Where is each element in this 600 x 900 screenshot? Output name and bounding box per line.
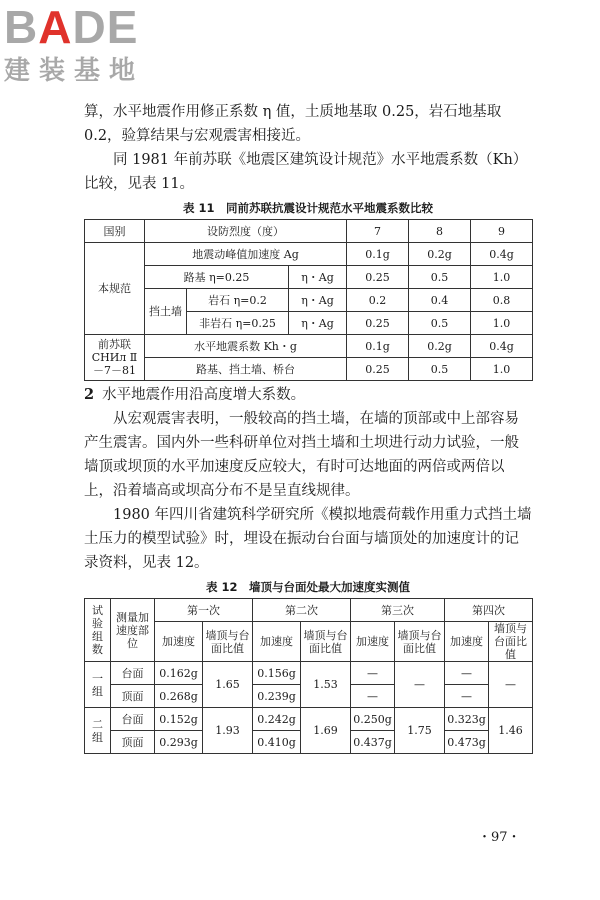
table-cell: 0.473g xyxy=(445,731,489,754)
table-cell: 前苏联 СНИл Ⅱ－7－81 xyxy=(85,335,145,381)
table-header: 墙顶与台面比值 xyxy=(489,622,533,662)
table-header: 国别 xyxy=(85,220,145,243)
table-header: 第二次 xyxy=(253,599,351,622)
table-cell: 0.8 xyxy=(471,289,533,312)
table-header: 墙顶与台面比值 xyxy=(203,622,253,662)
table-cell: 0.437g xyxy=(351,731,395,754)
table-cell: 顶面 xyxy=(111,685,155,708)
table-cell: 台面 xyxy=(111,708,155,731)
table-cell: 非岩石 η=0.25 xyxy=(187,312,289,335)
brand-logo xyxy=(4,1,184,88)
table-header: 7 xyxy=(347,220,409,243)
table-cell: — xyxy=(445,662,489,685)
table-row xyxy=(85,243,533,266)
table-header: 第一次 xyxy=(155,599,253,622)
table-cell: 地震动峰值加速度 Ag xyxy=(145,243,347,266)
table-cell: 0.5 xyxy=(409,266,471,289)
table-row xyxy=(85,335,533,358)
logo-subtitle: 建装基地 xyxy=(4,56,145,86)
paragraph-3: 从宏观震害表明，一般较高的挡土墙，在墙的顶部或中上部容易产生震害。国内外一些科研单位对挡土墙和土坝进行动力试验，一般墙顶或坝顶的水平加速度反应较大，有时可达地面的两倍或两倍以上，沿着墙高或坝高分布不是呈直线规律。 xyxy=(84,411,519,499)
table-cell: 水平地震系数 Kh・g xyxy=(145,335,347,358)
table-cell: 台面 xyxy=(111,662,155,685)
table-cell: 挡土墙 xyxy=(145,289,187,335)
table-cell: 0.5 xyxy=(409,312,471,335)
table-cell: 1.65 xyxy=(203,662,253,708)
table-cell: 0.5 xyxy=(409,358,471,381)
table-cell: 0.25 xyxy=(347,358,409,381)
table-cell: 0.2 xyxy=(347,289,409,312)
table-cell: η・Ag xyxy=(289,289,347,312)
table-header: 加速度 xyxy=(253,622,301,662)
table-header: 加速度 xyxy=(351,622,395,662)
page-body xyxy=(84,100,532,754)
table-cell: — xyxy=(489,662,533,708)
table-cell: 二组 xyxy=(85,708,111,754)
table-cell: 路基 η=0.25 xyxy=(145,266,289,289)
table-cell: 0.25 xyxy=(347,312,409,335)
table-12-caption: 表 12 墙顶与台面处最大加速度实测值 xyxy=(205,580,410,594)
table-cell: 1.0 xyxy=(471,312,533,335)
table-header: 试验组数 xyxy=(85,599,111,662)
table-cell: 0.323g xyxy=(445,708,489,731)
table-header: 9 xyxy=(471,220,533,243)
table-11 xyxy=(84,219,533,381)
table-cell: — xyxy=(351,685,395,708)
table-cell: 顶面 xyxy=(111,731,155,754)
table-cell: 岩石 η=0.2 xyxy=(187,289,289,312)
table-cell: 0.268g xyxy=(155,685,203,708)
table-cell: 1.69 xyxy=(301,708,351,754)
table-header: 8 xyxy=(409,220,471,243)
table-cell: η・Ag xyxy=(289,312,347,335)
table-cell: 1.93 xyxy=(203,708,253,754)
table-cell: 1.0 xyxy=(471,358,533,381)
table-header: 第四次 xyxy=(445,599,533,622)
table-cell: 0.4g xyxy=(471,243,533,266)
table-cell: 路基、挡土墙、桥台 xyxy=(145,358,347,381)
paragraph-2: 同 1981 年前苏联《地震区建筑设计规范》水平地震系数（Kh）比较，见表 11。 xyxy=(84,152,528,192)
page-number: ・97・ xyxy=(478,830,521,845)
table-cell: 0.2g xyxy=(409,243,471,266)
table-row xyxy=(85,358,533,381)
table-row xyxy=(85,266,533,289)
table-row xyxy=(85,220,533,243)
table-cell: 一组 xyxy=(85,662,111,708)
table-11-caption: 表 11 同前苏联抗震设计规范水平地震系数比较 xyxy=(182,201,433,215)
table-cell: 1.0 xyxy=(471,266,533,289)
table-cell: — xyxy=(395,662,445,708)
logo-wordmark: BADE xyxy=(4,1,139,53)
table-cell: 0.410g xyxy=(253,731,301,754)
table-cell: 0.250g xyxy=(351,708,395,731)
table-header: 墙顶与台面比值 xyxy=(395,622,445,662)
table-cell: 0.2g xyxy=(409,335,471,358)
table-cell: 0.156g xyxy=(253,662,301,685)
table-cell: 1.46 xyxy=(489,708,533,754)
table-cell: 0.4 xyxy=(409,289,471,312)
table-cell: 1.75 xyxy=(395,708,445,754)
paragraph-1: 算，水平地震作用修正系数 η 值，土质地基取 0.25，岩石地基取 0.2，验算结果与宏观震害相接近。 xyxy=(84,104,502,144)
table-cell: 0.152g xyxy=(155,708,203,731)
table-row xyxy=(85,599,533,622)
table-cell: 0.242g xyxy=(253,708,301,731)
paragraph-4: 1980 年四川省建筑科学研究所《模拟地震荷载作用重力式挡土墙土压力的模型试验》时，埋设在振动台台面与墙顶处的加速度计的记录资料，见表 12。 xyxy=(84,507,532,571)
table-cell: 0.25 xyxy=(347,266,409,289)
table-header: 加速度 xyxy=(445,622,489,662)
table-cell: — xyxy=(351,662,395,685)
table-cell: 0.162g xyxy=(155,662,203,685)
table-row xyxy=(85,708,533,731)
table-header: 墙顶与台面比值 xyxy=(301,622,351,662)
table-header: 测量加速度部位 xyxy=(111,599,155,662)
table-cell: 0.1g xyxy=(347,335,409,358)
table-cell: 0.239g xyxy=(253,685,301,708)
table-cell: 1.53 xyxy=(301,662,351,708)
table-cell: 0.1g xyxy=(347,243,409,266)
table-header: 设防烈度（度） xyxy=(145,220,347,243)
table-cell: η・Ag xyxy=(289,266,347,289)
table-row xyxy=(85,662,533,685)
table-cell: 0.4g xyxy=(471,335,533,358)
section-heading: 2 水平地震作用沿高度增大系数。 xyxy=(84,386,306,403)
table-12 xyxy=(84,598,533,754)
table-cell: 0.293g xyxy=(155,731,203,754)
table-header: 第三次 xyxy=(351,599,445,622)
table-header: 加速度 xyxy=(155,622,203,662)
table-cell: 本规范 xyxy=(85,243,145,335)
table-row xyxy=(85,289,533,312)
table-cell: — xyxy=(445,685,489,708)
